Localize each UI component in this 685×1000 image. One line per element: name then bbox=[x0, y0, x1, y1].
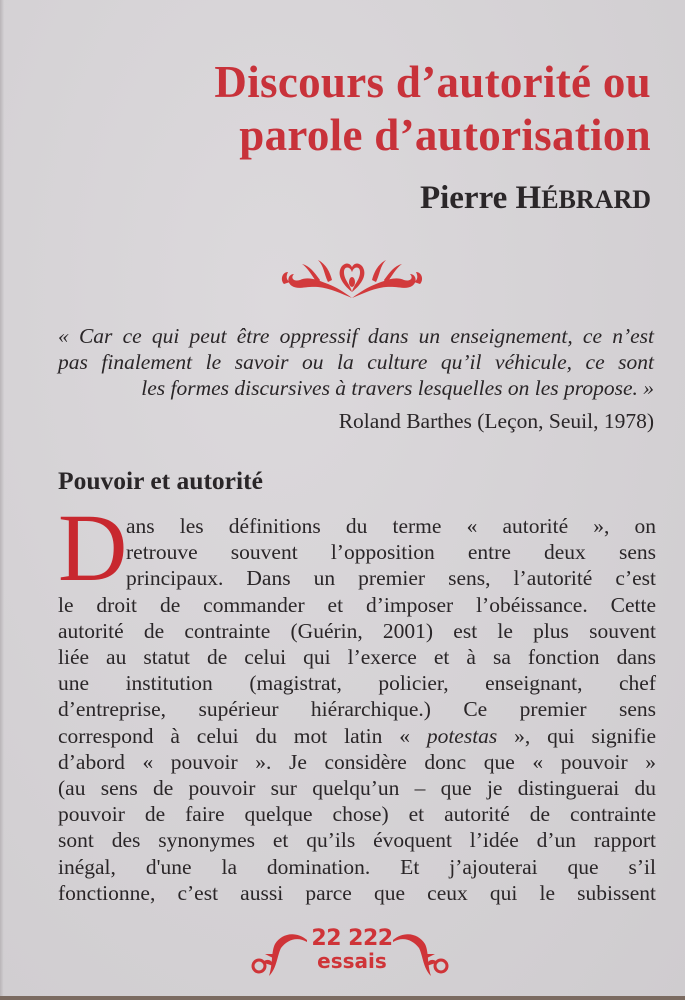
epigraph-line-2: pas finalement le savoir ou la culture qu’il véhicule, ce sont bbox=[58, 350, 654, 374]
body-line: fonctionne, c’est aussi parce que ceux qui le subissent bbox=[58, 880, 656, 905]
body-line: liée au statut de celui qui l’exerce et à sa fonction dans bbox=[58, 645, 656, 670]
epigraph-citation: Roland Barthes (Leçon, Seuil, 1978) bbox=[338, 409, 654, 433]
body-line: retrouve souvent l’opposition entre deux sens bbox=[126, 540, 656, 565]
drop-cap: D bbox=[58, 494, 128, 601]
body-line: principaux. Dans un premier sens, l’autorité c’est bbox=[126, 566, 656, 591]
page-edge bbox=[0, 0, 4, 1000]
floral-ornament-icon bbox=[278, 254, 426, 304]
epigraph-line-3: les formes discursives à travers lesquelles on les propose. » bbox=[141, 376, 654, 400]
publisher-logo bbox=[245, 928, 455, 984]
body-line: autorité de contrainte (Guérin, 2001) est le plus souvent bbox=[58, 618, 656, 643]
body-line: le droit de commander et d’imposer l’obéissance. Cette bbox=[58, 592, 656, 617]
page-bottom-edge bbox=[0, 996, 685, 1000]
body-line: correspond à celui du mot latin « potestas », qui signifie bbox=[58, 723, 656, 748]
body-line: une institution (magistrat, policier, enseignant, chef bbox=[58, 671, 656, 696]
author-name bbox=[420, 178, 651, 220]
author-first-name: Pierre bbox=[419, 180, 508, 216]
latin-term: potestas bbox=[426, 723, 498, 748]
body-line: d’abord « pouvoir ». Je considère donc que « pouvoir » bbox=[58, 749, 656, 774]
publisher-number: 22 222 bbox=[311, 926, 393, 951]
epigraph-line-1: « Car ce qui peut être oppressif dans un enseignement, ce n’est bbox=[58, 324, 654, 348]
body-line: ans les définitions du terme « autorité », on bbox=[126, 514, 656, 538]
body-line: sont des synonymes et qu’ils évoquent l’idée d’un rapport bbox=[58, 828, 656, 853]
body-paragraph bbox=[58, 513, 656, 906]
publisher-collection: essais bbox=[317, 949, 387, 973]
title-line-1: Discours d’autorité ou bbox=[214, 57, 651, 107]
section-heading: Pouvoir et autorité bbox=[58, 466, 263, 495]
book-title bbox=[31, 56, 651, 162]
author-last-name: HÉBRARD bbox=[515, 180, 651, 216]
body-line: (au sens de pouvoir sur quelqu’un – que je distinguerai du bbox=[58, 776, 656, 801]
body-line: inégal, d'une la domination. Et j’ajouterai que s’il bbox=[58, 854, 656, 879]
body-line: d’entreprise, supérieur hiérarchique.) Ce premier sens bbox=[58, 697, 656, 722]
epigraph-quote bbox=[58, 323, 654, 401]
title-line-2: parole d’autorisation bbox=[239, 110, 651, 160]
body-line: pouvoir de faire quelque chose) et autorité de contrainte bbox=[58, 802, 656, 827]
